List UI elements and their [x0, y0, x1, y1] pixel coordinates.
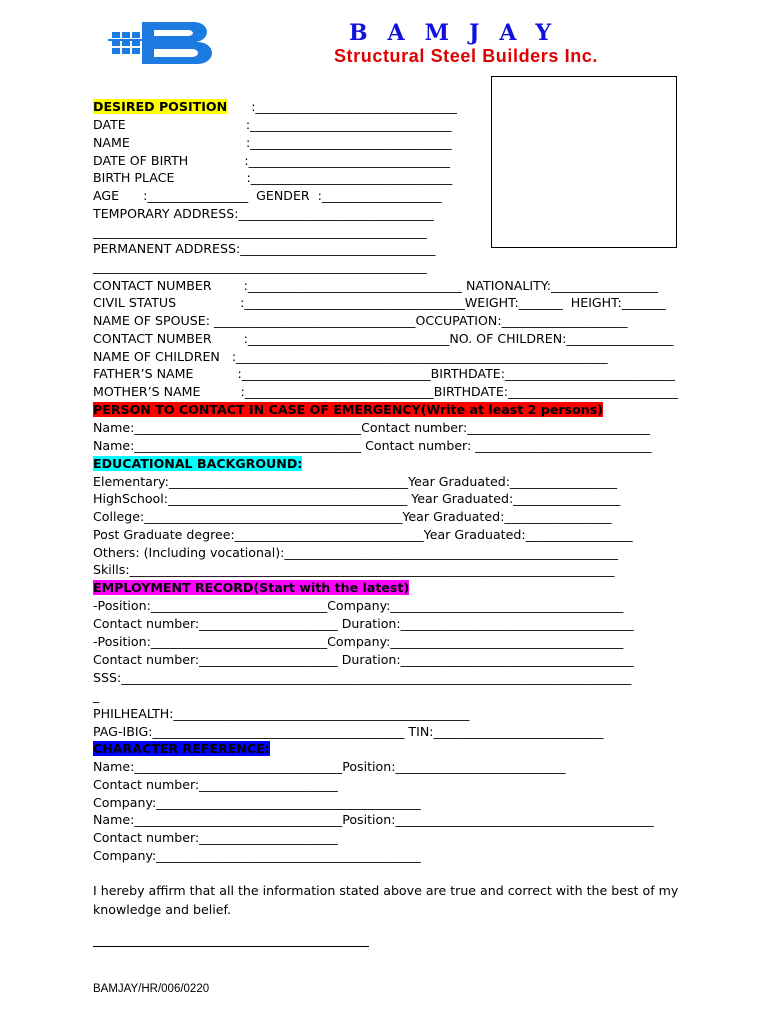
- form-line[interactable]: [93, 848, 421, 864]
- form-line[interactable]: [93, 456, 302, 472]
- field-text: Company:__________________________________________: [93, 848, 421, 863]
- form-line[interactable]: [93, 670, 631, 686]
- field-text: CIVIL STATUS :___________________________________WEIGHT:_______ HEIGHT:_______: [93, 295, 666, 310]
- field-text: NAME OF SPOUSE: ________________________________OCCUPATION:____________________: [93, 313, 628, 328]
- form-line[interactable]: [93, 224, 427, 240]
- section-heading: CHARACTER REFERENCE:: [93, 741, 270, 756]
- form-line[interactable]: [93, 366, 675, 382]
- field-text: CONTACT NUMBER :________________________________NO. OF CHILDREN:_________________: [93, 331, 674, 346]
- form-line[interactable]: [93, 438, 652, 454]
- form-line[interactable]: [93, 724, 604, 740]
- field-text: AGE :________________ GENDER :___________________: [93, 188, 442, 203]
- form-line[interactable]: [93, 741, 270, 757]
- field-text: CONTACT NUMBER :__________________________________ NATIONALITY:_________________: [93, 278, 659, 293]
- field-text: PAG-IBIG:________________________________________ TIN:___________________________: [93, 724, 604, 739]
- section-heading: EMPLOYMENT RECORD(Start with the latest): [93, 580, 410, 595]
- form-line[interactable]: [93, 634, 623, 650]
- field-text: FATHER’S NAME :______________________________BIRTHDATE:___________________________: [93, 366, 676, 381]
- form-line[interactable]: [93, 278, 658, 294]
- form-line[interactable]: [93, 652, 634, 668]
- form-line[interactable]: [93, 509, 611, 525]
- form-line[interactable]: [93, 527, 633, 543]
- section-heading: PERSON TO CONTACT IN CASE OF EMERGENCY(Write at least 2 persons): [93, 402, 603, 417]
- field-text: PERMANENT ADDRESS:_______________________________: [93, 241, 436, 256]
- section-heading: DESIRED POSITION: [93, 99, 228, 114]
- section-heading: EDUCATIONAL BACKGROUND:: [93, 456, 303, 471]
- form-line[interactable]: [93, 420, 650, 436]
- field-text: -Position:____________________________Company:_____________________________________: [93, 598, 624, 613]
- bamjay-logo-icon: [108, 20, 220, 66]
- field-text: Contact number:______________________ Duration:_____________________________________: [93, 652, 634, 667]
- field-text: Name:____________________________________Contact number:_____________________________: [93, 420, 650, 435]
- field-text: BIRTH PLACE :________________________________: [93, 170, 453, 185]
- field-text: _____________________________________________________: [93, 259, 427, 274]
- form-line[interactable]: [93, 402, 603, 418]
- form-line[interactable]: [93, 812, 654, 828]
- field-text: Name:_________________________________Position:_________________________________________: [93, 812, 654, 827]
- form-line[interactable]: [93, 331, 673, 347]
- field-text: Others: (Including vocational):_____________________________________________________: [93, 545, 619, 560]
- field-text: _____________________________________________________: [93, 224, 427, 239]
- form-line[interactable]: [93, 170, 452, 186]
- field-text: NAME OF CHILDREN :___________________________________________________________: [93, 349, 608, 364]
- document-code: BAMJAY/HR/006/0220: [93, 983, 210, 995]
- form-line[interactable]: [93, 616, 634, 632]
- signature-line[interactable]: [93, 938, 369, 947]
- form-line[interactable]: [93, 706, 469, 722]
- field-text: DATE :________________________________: [93, 117, 452, 132]
- form-line[interactable]: [93, 384, 678, 400]
- form-line[interactable]: [93, 562, 614, 578]
- form-line[interactable]: [93, 759, 566, 775]
- form-line[interactable]: [93, 295, 666, 311]
- field-text: PHILHEALTH:_______________________________________________: [93, 706, 470, 721]
- field-text: -Position:____________________________Company:_____________________________________: [93, 634, 624, 649]
- field-text: Name:____________________________________ Contact number: ____________________________: [93, 438, 652, 453]
- form-line[interactable]: [93, 474, 617, 490]
- form-line[interactable]: [93, 830, 338, 846]
- form-line[interactable]: [93, 259, 427, 275]
- form-line[interactable]: [93, 99, 457, 115]
- field-text: NAME :________________________________: [93, 135, 452, 150]
- field-text: Elementary:______________________________________Year Graduated:_________________: [93, 474, 618, 489]
- field-text: TEMPORARY ADDRESS:_______________________________: [93, 206, 434, 221]
- form-line[interactable]: [93, 545, 618, 561]
- field-text: _: [93, 688, 100, 703]
- form-line[interactable]: [93, 313, 628, 329]
- form-line[interactable]: [93, 580, 409, 596]
- photo-box[interactable]: [491, 76, 677, 248]
- form-line[interactable]: [93, 206, 434, 222]
- field-text: Skills:_____________________________________________________________________________: [93, 562, 615, 577]
- form-line[interactable]: [93, 598, 623, 614]
- field-text: Name:_________________________________Position:___________________________: [93, 759, 566, 774]
- form-line[interactable]: [93, 349, 608, 365]
- form-line[interactable]: [93, 153, 450, 169]
- form-line[interactable]: [93, 188, 442, 204]
- field-text: MOTHER’S NAME :______________________________BIRTHDATE:___________________________: [93, 384, 679, 399]
- field-text: Post Graduate degree:______________________________Year Graduated:_________________: [93, 527, 633, 542]
- form-line[interactable]: [93, 117, 452, 133]
- field-text: Contact number:______________________: [93, 777, 338, 792]
- form-line[interactable]: [93, 135, 452, 151]
- company-subtitle: Structural Steel Builders Inc.: [333, 46, 599, 66]
- form-line[interactable]: [93, 241, 435, 257]
- field-text: Company:__________________________________________: [93, 795, 421, 810]
- company-name: BAMJAY: [348, 20, 572, 46]
- field-text: Contact number:______________________ Duration:_____________________________________: [93, 616, 634, 631]
- field-text: DATE OF BIRTH :________________________________: [93, 153, 451, 168]
- field-text: SSS:_________________________________________________________________________________: [93, 670, 632, 685]
- field-text: Contact number:______________________: [93, 830, 338, 845]
- form-line[interactable]: [93, 777, 338, 793]
- field-text: College:_________________________________________Year Graduated:_________________: [93, 509, 612, 524]
- field-text: :________________________________: [227, 99, 457, 114]
- form-line[interactable]: [93, 795, 421, 811]
- form-line[interactable]: [93, 688, 99, 704]
- affirmation-text: I hereby affirm that all the information stated above are true and correct with the best of my knowledge and belief.: [93, 883, 679, 917]
- field-text: HighSchool:______________________________________ Year Graduated:_________________: [93, 491, 621, 506]
- form-line[interactable]: [93, 491, 620, 507]
